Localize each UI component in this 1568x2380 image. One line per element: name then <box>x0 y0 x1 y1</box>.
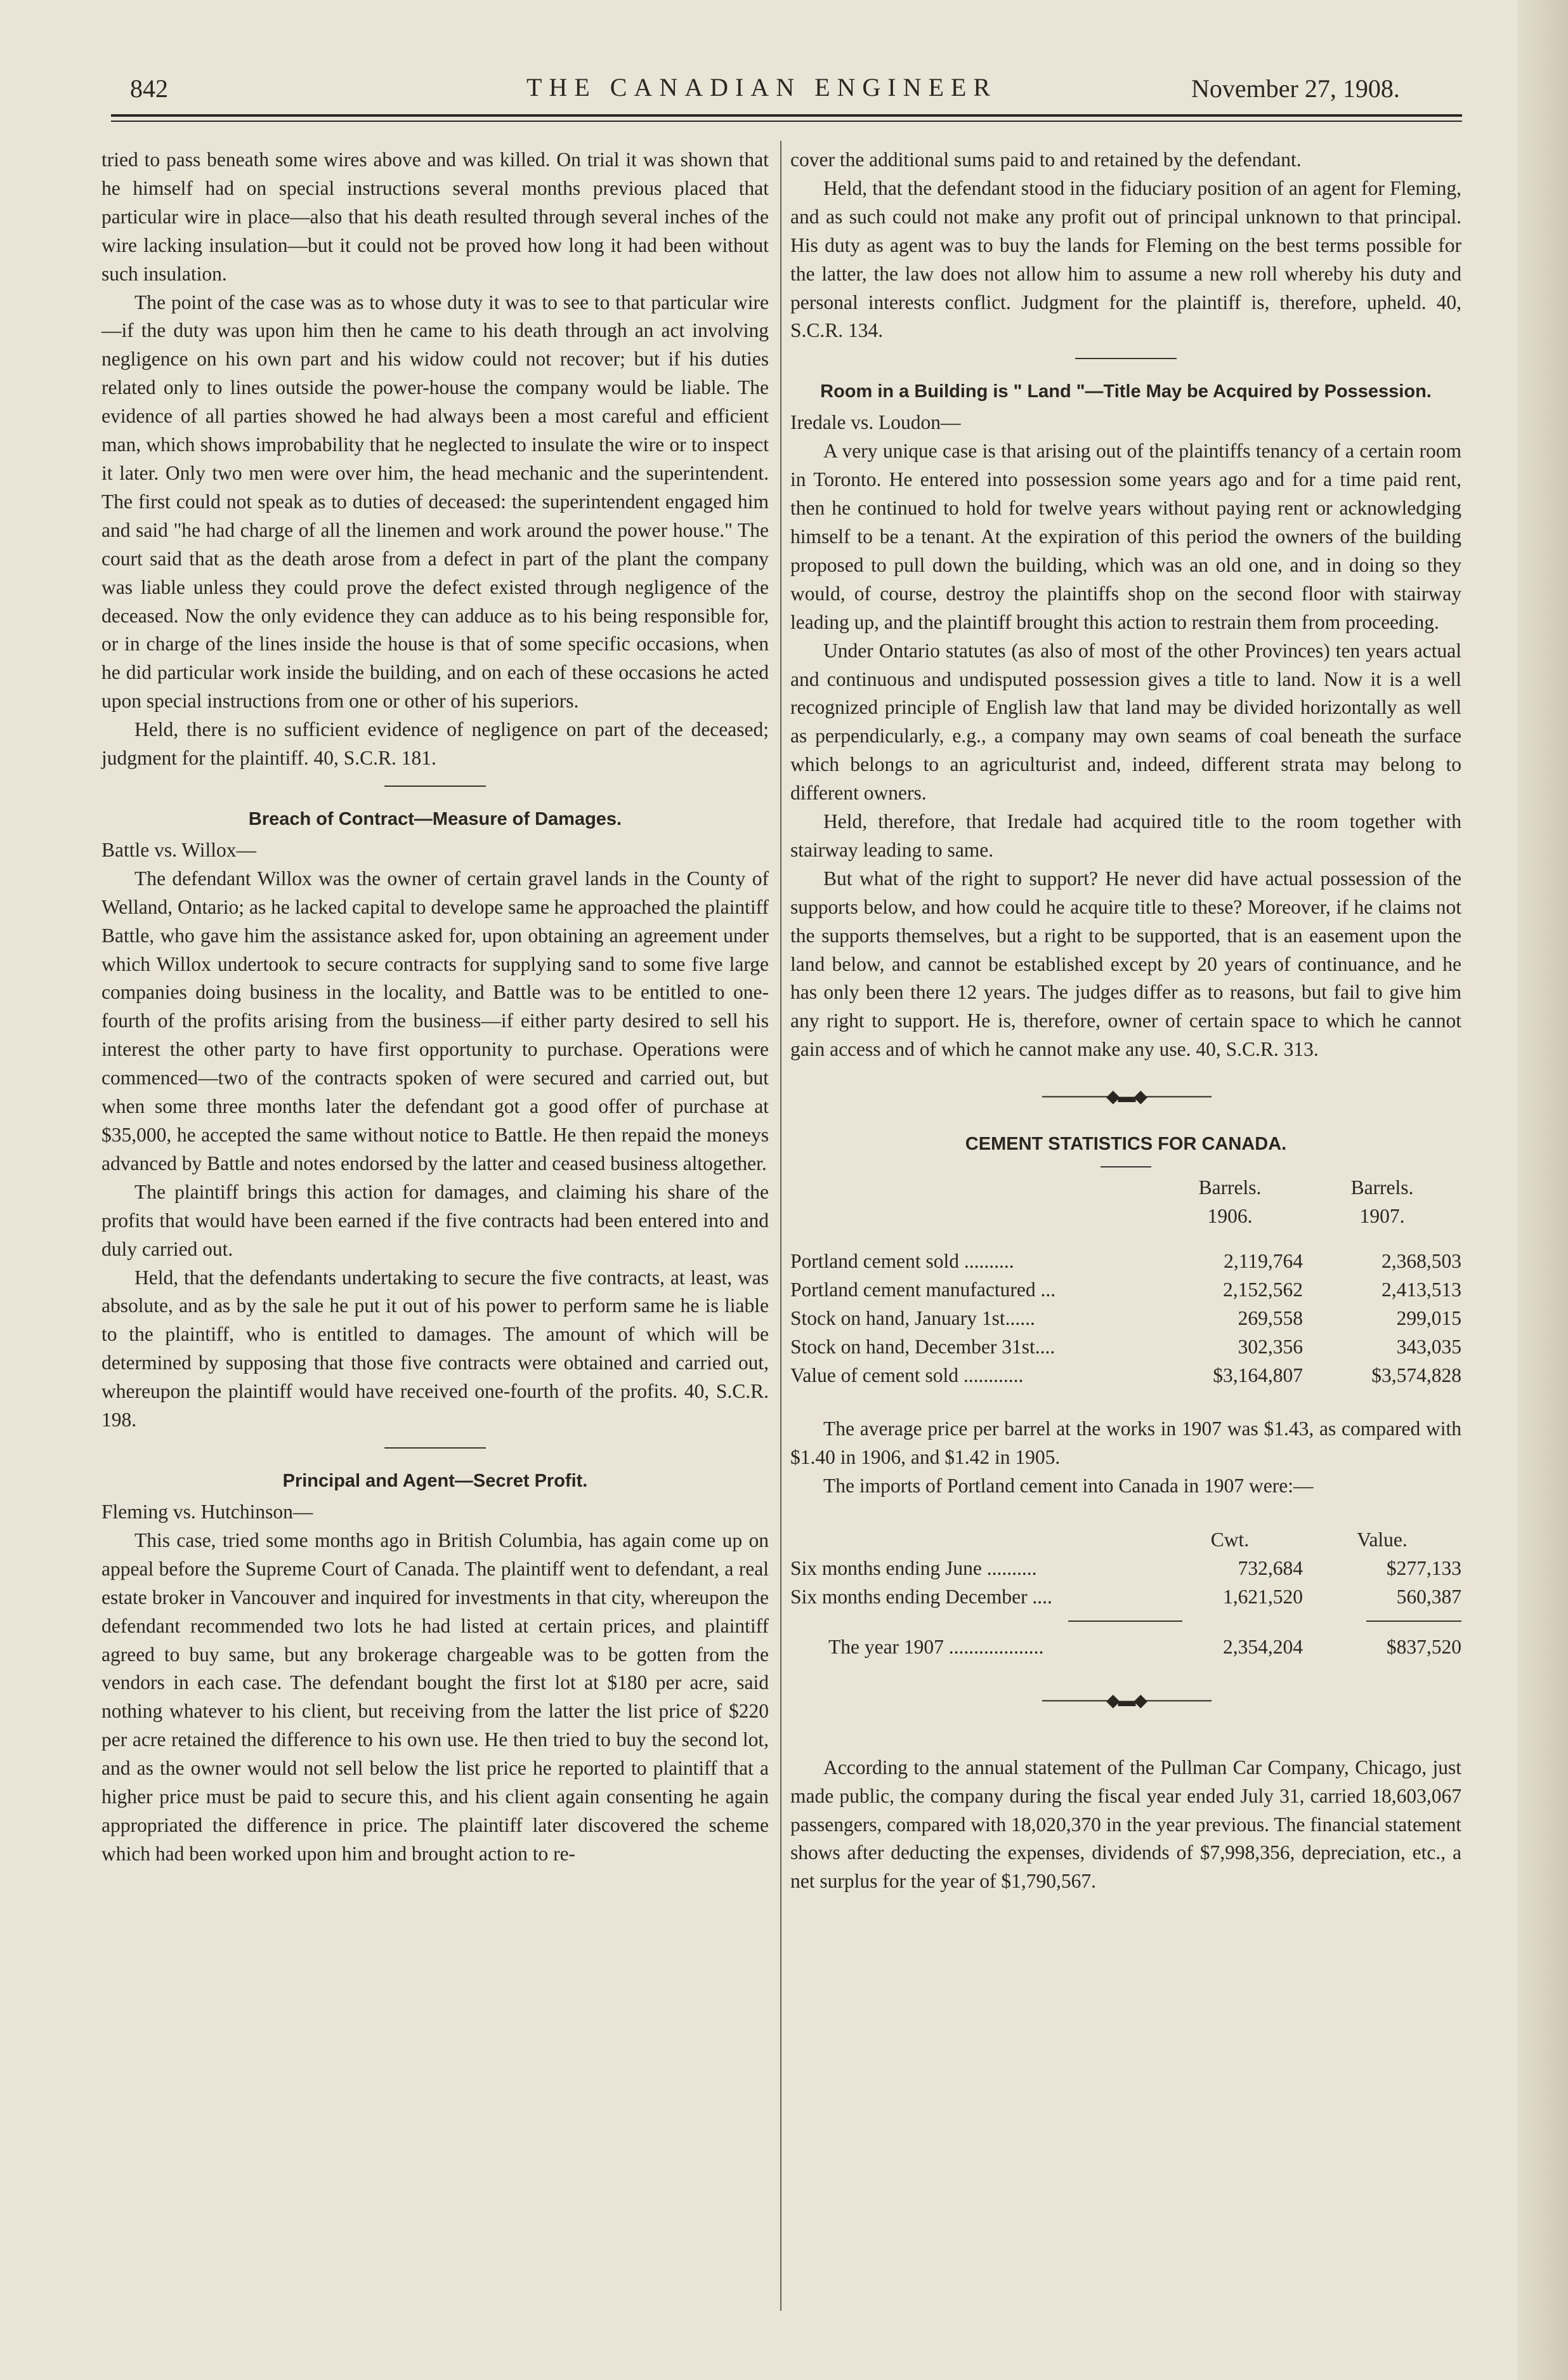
col-header-value: Value. <box>1357 1529 1408 1551</box>
breach-paragraph-2: The plaintiff brings this action for damages, and claiming his share of the profits that would have been earned if the five contracts had been entered into and duly carried out. <box>101 1180 769 1260</box>
column-divider <box>780 141 781 2311</box>
section-separator <box>1075 358 1177 359</box>
row-label: Six months ending June .......... <box>790 1557 1037 1580</box>
table-row <box>790 1555 1461 1583</box>
col-header-cwt: Cwt. <box>1210 1529 1250 1551</box>
page-header <box>108 70 1465 114</box>
total-rule-row <box>790 1621 1461 1622</box>
breach-paragraph-3: Held, that the defendants undertaking to secure the five contracts, at least, was absolute, and as by the sale he put it out of his power to perform same he is liable to the plaintiff, who is entitled to damages. The amount of which will be determined by supposing that those five contracts were obtained and carried out, whereupon the plaintiff would have received one-fourth of the profits. 40, S.C.R. 198. <box>101 1266 769 1431</box>
page-edge-shadow <box>1517 0 1568 2380</box>
land-paragraph-3: Held, therefore, that Iredale had acquired title to the room together with stairway leading to same. <box>790 810 1461 861</box>
imports-table-header <box>790 1526 1461 1555</box>
total-rule-cwt <box>1068 1621 1182 1622</box>
left-column <box>101 146 769 1869</box>
table-row <box>790 1247 1461 1276</box>
total-value-value: $837,520 <box>1386 1635 1461 1658</box>
row-value-value: $277,133 <box>1386 1557 1461 1580</box>
cement-price-paragraph: The average price per barrel at the works in 1907 was $1.43, as compared with $1.40 in 1906, and $1.42 in 1905. <box>790 1417 1461 1469</box>
ornament-divider: ──────◆▬◆────── <box>1042 1087 1210 1107</box>
row-value-1906: 302,356 <box>1238 1335 1303 1358</box>
row-value-1907: 2,413,513 <box>1382 1278 1461 1301</box>
cement-table-header <box>790 1174 1461 1231</box>
col-header-1907 <box>1303 1174 1461 1231</box>
section-separator <box>384 1447 486 1449</box>
total-label: The year 1907 ................... <box>828 1635 1044 1658</box>
col-header-1907-unit: Barrels. <box>1350 1176 1414 1199</box>
row-label: Portland cement manufactured ... <box>790 1278 1056 1301</box>
row-value-cwt: 1,621,520 <box>1223 1585 1303 1608</box>
page-number: 842 <box>130 74 168 103</box>
row-value-1907: 2,368,503 <box>1382 1249 1461 1272</box>
right-column <box>790 146 1461 1896</box>
col-header-1906-unit: Barrels. <box>1198 1176 1262 1199</box>
header-rule-thin <box>111 121 1462 122</box>
col-header-1906 <box>1157 1174 1303 1231</box>
table-row <box>790 1362 1461 1390</box>
section-heading-breach: Breach of Contract—Measure of Damages. <box>248 808 622 829</box>
issue-date: November 27, 1908. <box>1191 74 1400 103</box>
land-paragraph-1: A very unique case is that arising out of the plaintiffs tenancy of a certain room in Toronto. He entered into possession some years ago and for a time paid rent, then he continued to hold for twelve years without paying rent or acknowledging himself to be a tenant. At the expiration of this period the owners of the building proposed to pull down the building, which was an old one, and in doing so they would, of course, destroy the plaintiffs shop on the second floor with stairway leading up, and the plaintiff brought this action to restrain them from proceeding. <box>790 440 1461 633</box>
row-value-1906: $3,164,807 <box>1213 1364 1303 1386</box>
total-rule-value <box>1366 1621 1461 1622</box>
agent-paragraph-1: This case, tried some months ago in British Columbia, has again come up on appeal before the Supreme Court of Canada. The plaintiff went to defendant, a real estate broker in Vancouver and inquired for investments in that city, whereupon the defendant recommended two lots he had listed at certain prices, and plaintiff agreed to buy same, but any brokerage chargeable was to be gotten from the vendors in each case. The defendant bought the first lot at $180 per acre, said nothing whatever to his client, but receiving from the latter the list price of $220 per acre retained the difference to his own use. He then tried to buy the second lot, and as the owner would not sell below the list price he reported to plaintiff that a higher price must be paid to secure this, and his client again consenting he again appropriated the difference in price. The plaintiff later discovered the scheme which had been worked upon him and brought action to re- <box>101 1529 769 1865</box>
section-heading-agent: Principal and Agent—Secret Profit. <box>282 1470 588 1491</box>
row-label: Stock on hand, January 1st...... <box>790 1306 1035 1329</box>
cement-heading: CEMENT STATISTICS FOR CANADA. <box>965 1134 1287 1155</box>
table-row <box>790 1333 1461 1362</box>
case-name-fleming-hutchinson: Fleming vs. Hutchinson— <box>101 1500 313 1523</box>
header-rule-thick <box>111 114 1462 117</box>
row-value-1906: 269,558 <box>1238 1306 1303 1329</box>
row-label: Value of cement sold ............ <box>790 1364 1024 1386</box>
short-rule <box>1101 1166 1151 1167</box>
continuation-paragraph-1: cover the additional sums paid to and retained by the defendant. <box>790 148 1302 171</box>
land-paragraph-2: Under Ontario statutes (as also of most of the other Provinces) ten years actual and continuous and undisputed possession gives a title to land. Now it is a well recognized principle of English law that land may be divided horizontally as well as perpendicularly, e.g., a company may own seams of coal beneath the surface which belongs to an agriculturist and, indeed, different strata may belong to different owners. <box>790 639 1461 805</box>
continuation-paragraph-2: Held, that the defendant stood in the fiduciary position of an agent for Fleming, and as such could not make any profit out of principal unknown to that principal. His duty as agent was to buy the lands for Fleming on the best terms possible for the latter, the law does not allow him to assume a new roll whereby his duty and personal interests conflict. Judgment for the plaintiff is, therefore, upheld. 40, S.C.R. 134. <box>790 176 1461 342</box>
cement-imports-paragraph: The imports of Portland cement into Canada in 1907 were:— <box>823 1475 1314 1497</box>
row-value-1907: $3,574,828 <box>1371 1364 1461 1386</box>
table-row <box>790 1583 1461 1612</box>
col-header-1906-year: 1906. <box>1207 1205 1253 1227</box>
case-name-iredale-loudon: Iredale vs. Loudon— <box>790 411 961 434</box>
land-paragraph-4: But what of the right to support? He never did have actual possession of the supports below, and how could he acquire title to these? Moreover, if he claims not the supports themselves, but a right to be supported, that is an easement upon the land below, and cannot be established except by 20 years of continuance, and he has only been there 12 years. The judges differ as to reasons, but fail to give him any right to support. He is, therefore, owner of certain space to which he cannot gain access and of which he cannot make any use. 40, S.C.R. 313. <box>790 867 1461 1061</box>
table-total-row <box>790 1633 1461 1662</box>
table-row <box>790 1305 1461 1333</box>
row-value-cwt: 732,684 <box>1238 1557 1303 1580</box>
intro-paragraph-1: tried to pass beneath some wires above and was killed. On trial it was shown that he himself had on special instructions several months previous placed that particular wire in place—also that his death resulted through several inches of the wire lacking insulation—but it could not be proved how long it had been without such insulation. <box>101 148 769 285</box>
row-value-1906: 2,119,764 <box>1224 1249 1303 1272</box>
row-label: Stock on hand, December 31st.... <box>790 1335 1055 1358</box>
imports-table <box>790 1526 1461 1662</box>
pullman-paragraph: According to the annual statement of the Pullman Car Company, Chicago, just made public, the company during the fiscal year ended July 31, carried 18,603,067 passengers, compared with 18,020,370 in the year previous. The financial statement shows after deducting the expenses, dividends of $7,998,356, depreciation, etc., a net surplus for the year of $1,790,567. <box>790 1756 1461 1893</box>
row-value-1906: 2,152,562 <box>1223 1278 1303 1301</box>
section-separator <box>384 786 486 787</box>
table-row <box>790 1276 1461 1305</box>
row-label: Portland cement sold .......... <box>790 1249 1014 1272</box>
ornament-divider: ──────◆▬◆────── <box>1042 1690 1210 1711</box>
cement-table <box>790 1174 1461 1390</box>
intro-paragraph-3: Held, there is no sufficient evidence of negligence on part of the deceased; judgment for the plaintiff. 40, S.C.R. 181. <box>101 718 769 770</box>
col-header-1907-year: 1907. <box>1359 1205 1405 1227</box>
row-value-value: 560,387 <box>1396 1585 1461 1608</box>
section-heading-land: Room in a Building is " Land "—Title May be Acquired by Possession. <box>820 381 1432 402</box>
row-label: Six months ending December .... <box>790 1585 1052 1608</box>
journal-title: THE CANADIAN ENGINEER <box>526 73 998 102</box>
row-value-1907: 299,015 <box>1396 1306 1461 1329</box>
breach-paragraph-1: The defendant Willox was the owner of certain gravel lands in the County of Welland, Ontario; as he lacked capital to develope same he approached the plaintiff Battle, who gave him the assistance asked for, upon obtaining an agreement under which Willox undertook to secure contracts for supplying sand to some five large companies doing business in the locality, and Battle was to be entitled to one-fourth of the profits arising from the business—if either party desired to sell his interest the other party to have first opportunity to purchase. Operations were commenced—two of the contracts spoken of were secured and carried out, but when some three months later the defendant got a good offer of purchase at $35,000, he accepted the same without notice to Battle. He then repaid the moneys advanced by Battle and notes endorsed by the latter and ceased business altogether. <box>101 867 769 1174</box>
intro-paragraph-2: The point of the case was as to whose duty it was to see to that particular wire—if the duty was upon him then he came to his death through an act involving negligence on his own part and his widow could not recover; but if his duties related only to lines outside the power-house the company would be liable. The evidence of all parties showed he had always been a most careful and efficient man, which shows improbability that he neglected to insulate the wire or to inspect it later. Only two men were over him, the head mechanic and the superintendent. The first could not speak as to duties of deceased: the superintendent engaged him and said "he had charge of all the linemen and work around the power house." The court said that as the death arose from a defect in part of the plant the company was liable unless they could prove the defect existed through negligence of the deceased. Now the only evidence they can adduce as to his being responsible for, or in charge of the lines inside the house is that of some specific occasions, when he did particular work inside the building, and on each of these occasions he acted upon special instructions from one or other of his superiors. <box>101 291 769 713</box>
row-value-1907: 343,035 <box>1396 1335 1461 1358</box>
case-name-battle-willox: Battle vs. Willox— <box>101 838 257 861</box>
total-value-cwt: 2,354,204 <box>1223 1635 1303 1658</box>
